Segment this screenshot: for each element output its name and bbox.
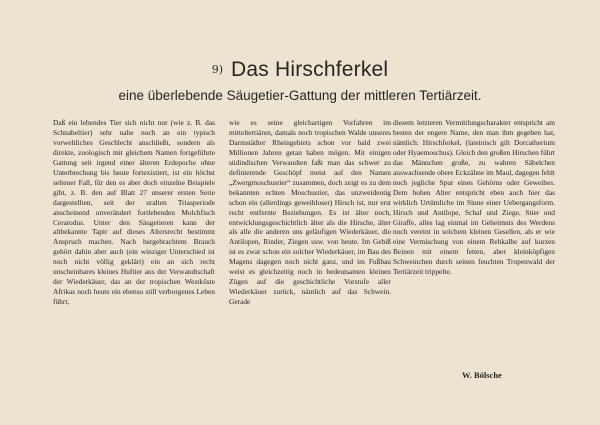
page-title: Das Hirschferkel	[231, 58, 389, 81]
text-column-3: diesem letzteren Vermittlungscharakter entspricht am besten der engere Name, den man ihm gegeben hat, nämlich: Hirschferkel, (lateinisch gilt Dorcatherium oder Hyaemoschus). Gleich den großen Hirschen führt das Männchen große, zu wahren Säbelchen auswachsende obere Eckzähne im Maul, dagegen fehlt noch jegliche Spur eines Gehörns oder Geweihes. Dem hohen Alter entspricht eben auch hier das wirklich Urtümliche im Sinne einer Uebergangsform. Hirsch und Antilope, Schaf und Ziege, Stier und Giraffe, alles lag einmal im Geheimnis des Werdens noch vereint in solchem kleinen Gesellen, als er wie eine Vermischung von einem Rehkalbe auf kurzen Beinen mit einem fetten, aber kleinköpfigen Schweinchen durch seinen feuchten Tropenwald der Tertiärzeit trippelte.	[393, 118, 555, 277]
text-column-1: Daß ein lebendes Tier sich nicht nur (wie z. B. das Schnabeltier) sehr nahe noch an ein typisch vorweltliches Geschlecht anschließt, sondern als direkte, zoologisch mit gleichem Namen fortgeführte Gattung seit irgend einer älteren Erdepoche ohne Unterbrechung bis heute fortexistiert, ist ein höchst seltener Fall, für den es aber doch einzelne Beispiele gibt, z. B. den auf Blatt 27 unserer ersten Serie dargestellten, seit der uralten Triasperiode anscheinend unverändert fortlebenden Molchfisch Ceratodus. Unter den Säugetieren kann der altbekannte Tapir auf dieses Altersrecht bestimmt Anspruch machen. Nach hergebrachtem Brauch gehört dahin aber auch (ein winziger Unterschied ist noch nicht völlig geklärt) ein an sich recht unscheinbares kleines Huftier aus der Verwandtschaft der Wiederkäuer, das an der tropischen Westküste Afrikas noch heute ein ebenso still verborgenes Leben führt,	[53, 118, 215, 307]
plate-number: 9)	[211, 63, 224, 76]
page-subtitle: eine überlebende Säugetier-Gattung der mittleren Tertiärzeit.	[118, 88, 482, 103]
author-signature: W. Bölsche	[462, 370, 502, 380]
text-column-2: wie es seine gleichartigen Vorfahren im mitteltertiären, damals noch tropischen Walde unseres Darmstädter Rheingebiets schon vor bald zwei Millionen Jahren getan haben mögen. Mit einigen südindischen Verwandten faßt man das schwer zu definierende Geschöpf meist auf den Namen „Zwergmoschustier“ zusammen, doch zeigt es zu dem bekannten echten Moschustier, das unzweideutig schon ein (allerdings geweihloser) Hirsch ist, nur erst recht entfernte Beziehungen. Es ist älter noch, entwicklungsgeschichtlich älter als die Hirsche, älter als alle die anderen uns geläufigen Wiederkäuer, die Antilopen, Rinder, Ziegen usw. von heute. Im Gebiß ist es zwar schon ein solcher Wiederkäuer, im Bau des Magens dagegen noch nicht ganz, und im Fußbau weist es gleichzeitig noch in bedeutsamen kleinen Zügen auf die geschichtliche Vorstufe aller Wiederkäuer zurück, nämlich auf das Schwein. Gerade	[229, 118, 391, 307]
title-line	[0, 58, 600, 82]
